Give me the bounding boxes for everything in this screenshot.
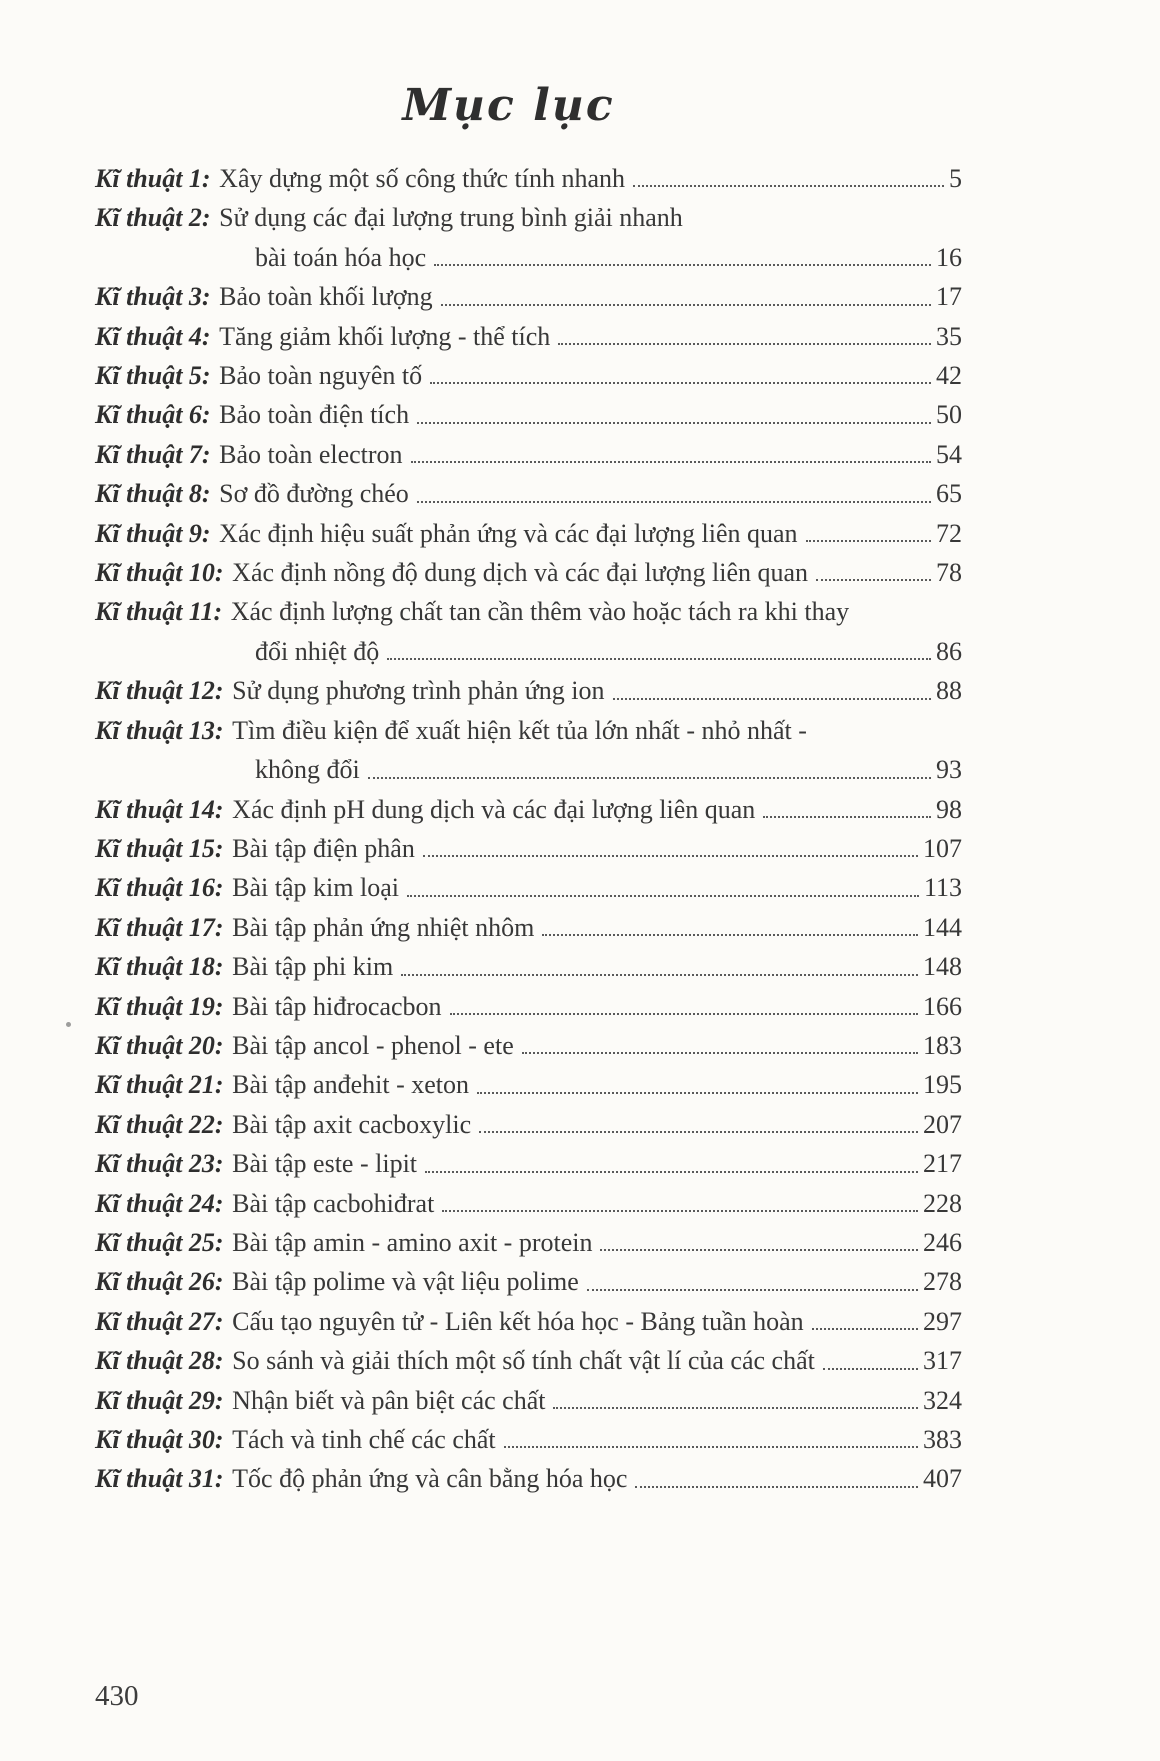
dot-leader: [434, 264, 931, 266]
toc-entry: [95, 1223, 962, 1262]
entry-page: 88: [936, 676, 962, 706]
entry-title-continued: không đổi: [255, 755, 360, 785]
entry-label: Kĩ thuật 30:: [95, 1425, 224, 1454]
entry-label: Kĩ thuật 23:: [95, 1149, 224, 1179]
dot-leader: [542, 934, 918, 936]
entry-page: 78: [936, 558, 962, 588]
entry-label: Kĩ thuật 18:: [95, 952, 224, 982]
toc-entry: [95, 435, 962, 474]
entry-page: 54: [936, 439, 962, 469]
dot-leader: [387, 658, 931, 660]
entry-page: 297: [923, 1306, 962, 1336]
toc-entry: [95, 553, 962, 592]
entry-page: 72: [936, 518, 962, 548]
toc-entry-line: [95, 474, 962, 513]
toc-entry-line: [95, 356, 962, 395]
entry-label: Kĩ thuật 12:: [95, 676, 224, 706]
dot-leader: [587, 1289, 918, 1291]
dot-leader: [430, 382, 931, 384]
entry-label: Kĩ thuật 1:: [95, 164, 211, 193]
toc-entry: [95, 317, 962, 356]
toc-entry: [95, 1341, 962, 1380]
entry-title: Xác định pH dung dịch và các đại lượng liên quan: [232, 794, 756, 824]
entry-title: Bài tập cacbohiđrat: [232, 1188, 435, 1218]
entry-label: Kĩ thuật 22:: [95, 1109, 224, 1139]
entry-title: Tăng giảm khối lượng - thể tích: [219, 321, 551, 351]
entry-page: 144: [923, 912, 962, 942]
entry-page: 93: [936, 755, 962, 785]
dot-leader: [477, 1092, 918, 1094]
toc-entry-line: [95, 395, 962, 434]
toc-entry: [95, 1184, 962, 1223]
entry-label: Kĩ thuật 21:: [95, 1070, 224, 1100]
toc-entry: [95, 868, 962, 907]
entry-page: 246: [923, 1227, 962, 1257]
toc-entry-line: [95, 159, 962, 198]
dot-leader: [479, 1131, 918, 1133]
entry-title: Sử dụng phương trình phản ứng ion: [232, 676, 605, 706]
toc-entry: [95, 159, 962, 198]
entry-page: 5: [949, 164, 962, 193]
entry-page: 183: [923, 1030, 962, 1060]
entry-label: Kĩ thuật 10:: [95, 558, 224, 588]
entry-title: Bài tập ancol - phenol - ete: [232, 1030, 514, 1060]
entry-title: Bảo toàn electron: [219, 439, 403, 469]
toc-entry: [95, 1420, 962, 1459]
entry-title: Bài tập este - lipit: [232, 1149, 418, 1179]
toc-entry-line: [95, 514, 962, 553]
entry-page: 383: [923, 1425, 962, 1454]
dot-leader: [806, 540, 931, 542]
dot-leader: [368, 777, 931, 779]
entry-label: Kĩ thuật 20:: [95, 1030, 224, 1060]
entry-page: 228: [923, 1188, 962, 1218]
toc-entry-line: [95, 908, 962, 947]
dot-leader: [425, 1171, 918, 1173]
toc-entry-continuation-line: [95, 632, 962, 671]
dot-leader: [450, 1013, 918, 1015]
toc-entry-line: [95, 947, 962, 986]
toc-entry-line: [95, 317, 962, 356]
page-title: Mục lục: [402, 80, 615, 131]
toc-entry-line: [95, 711, 962, 750]
entry-title: Bài tập amin - amino axit - protein: [232, 1227, 593, 1257]
dot-leader: [633, 185, 944, 187]
entry-title-continued: bài toán hóa học: [255, 242, 427, 272]
toc-entry: [95, 1026, 962, 1065]
entry-label: Kĩ thuật 27:: [95, 1306, 224, 1336]
entry-label: Kĩ thuật 16:: [95, 873, 224, 903]
toc-entry: [95, 987, 962, 1026]
entry-title: Bài tập polime và vật liệu polime: [232, 1267, 579, 1297]
entry-title: Xác định lượng chất tan cần thêm vào hoặc tách ra khi thay: [230, 597, 850, 627]
toc-entry-line: [95, 1420, 962, 1459]
toc-entry-line: [95, 868, 962, 907]
toc-entry: [95, 908, 962, 947]
dot-leader: [558, 343, 931, 345]
toc-entry: [95, 474, 962, 513]
entry-title: Bài tập kim loại: [232, 873, 399, 903]
entry-label: Kĩ thuật 11:: [95, 597, 223, 627]
entry-label: Kĩ thuật 25:: [95, 1227, 224, 1257]
entry-title: Nhận biết và pân biệt các chất: [232, 1385, 546, 1415]
dot-leader: [442, 1210, 918, 1212]
entry-page: 166: [923, 991, 962, 1021]
dot-leader: [812, 1328, 918, 1330]
entry-page: 324: [923, 1385, 962, 1415]
entry-title: Tách và tinh chế các chất: [232, 1425, 496, 1454]
toc-entry: [95, 514, 962, 553]
entry-title: Sơ đồ đường chéo: [219, 479, 409, 509]
toc-entry-line: [95, 1065, 962, 1104]
dot-leader: [441, 304, 931, 306]
entry-page: 278: [923, 1267, 962, 1297]
toc-entry-line: [95, 1105, 962, 1144]
toc-entry-line: [95, 1262, 962, 1301]
entry-label: Kĩ thuật 13:: [95, 715, 224, 745]
entry-title-continued: đổi nhiệt độ: [255, 636, 380, 666]
toc-entry: [95, 356, 962, 395]
entry-page: 407: [923, 1464, 962, 1494]
entry-label: Kĩ thuật 28:: [95, 1346, 224, 1376]
toc-entry: [95, 395, 962, 434]
dot-leader: [407, 895, 919, 897]
dot-leader: [411, 461, 931, 463]
toc-entry: [95, 790, 962, 829]
toc-entry-line: [95, 987, 962, 1026]
entry-page: 50: [936, 400, 962, 430]
toc-entry: [95, 1065, 962, 1104]
toc-list: [95, 159, 962, 1499]
toc-entry-line: [95, 1459, 962, 1498]
dot-leader: [417, 501, 931, 503]
entry-label: Kĩ thuật 29:: [95, 1385, 224, 1415]
entry-label: Kĩ thuật 8:: [95, 479, 211, 509]
scan-artifact-dot: [66, 1022, 71, 1027]
entry-label: Kĩ thuật 26:: [95, 1267, 224, 1297]
toc-entry-line: [95, 790, 962, 829]
entry-title: Xác định nồng độ dung dịch và các đại lượng liên quan: [232, 558, 809, 588]
entry-page: 86: [936, 636, 962, 666]
entry-label: Kĩ thuật 24:: [95, 1188, 224, 1218]
toc-entry: [95, 277, 962, 316]
toc-entry: [95, 711, 962, 790]
toc-entry-continuation-line: [95, 750, 962, 789]
entry-title: Xây dựng một số công thức tính nhanh: [219, 164, 626, 193]
entry-title: Xác định hiệu suất phản ứng và các đại lượng liên quan: [219, 518, 798, 548]
toc-entry-line: [95, 1381, 962, 1420]
toc-entry: [95, 1381, 962, 1420]
entry-title: Bài tập phản ứng nhiệt nhôm: [232, 912, 535, 942]
dot-leader: [417, 422, 931, 424]
dot-leader: [504, 1446, 918, 1448]
entry-label: Kĩ thuật 14:: [95, 794, 224, 824]
entry-title: Bài tập phi kim: [232, 952, 394, 982]
dot-leader: [600, 1249, 918, 1251]
dot-leader: [401, 974, 918, 976]
entry-page: 317: [923, 1346, 962, 1376]
entry-title: So sánh và giải thích một số tính chất vật lí của các chất: [232, 1346, 815, 1376]
toc-entry-line: [95, 592, 962, 631]
entry-page: 107: [923, 833, 962, 863]
entry-title: Tốc độ phản ứng và cân bằng hóa học: [232, 1464, 628, 1494]
toc-entry-continuation-line: [95, 238, 962, 277]
toc-entry-line: [95, 1144, 962, 1183]
dot-leader: [423, 855, 918, 857]
toc-entry: [95, 1144, 962, 1183]
entry-title: Bài tập điện phân: [232, 833, 415, 863]
toc-entry-line: [95, 1341, 962, 1380]
entry-page: 16: [936, 242, 962, 272]
dot-leader: [553, 1407, 918, 1409]
toc-entry: [95, 671, 962, 710]
toc-entry: [95, 829, 962, 868]
entry-page: 148: [923, 952, 962, 982]
entry-title: Bài tập axit cacboxylic: [232, 1109, 472, 1139]
entry-page: 35: [936, 321, 962, 351]
entry-page: 207: [923, 1109, 962, 1139]
entry-title: Bảo toàn khối lượng: [219, 282, 433, 312]
entry-label: Kĩ thuật 2:: [95, 203, 211, 233]
entry-title: Cấu tạo nguyên tử - Liên kết hóa học - Bảng tuần hoàn: [232, 1306, 804, 1336]
entry-label: Kĩ thuật 4:: [95, 321, 211, 351]
toc-entry-line: [95, 829, 962, 868]
entry-title: Bài tập anđehit - xeton: [232, 1070, 469, 1100]
toc-entry-line: [95, 277, 962, 316]
entry-label: Kĩ thuật 15:: [95, 833, 224, 863]
entry-title: Tìm điều kiện để xuất hiện kết tủa lớn nhất - nhỏ nhất -: [232, 715, 807, 745]
dot-leader: [763, 816, 931, 818]
toc-entry-line: [95, 1026, 962, 1065]
entry-label: Kĩ thuật 6:: [95, 400, 211, 430]
toc-entry: [95, 1302, 962, 1341]
toc-entry: [95, 592, 962, 671]
toc-entry: [95, 198, 962, 277]
entry-label: Kĩ thuật 31:: [95, 1464, 224, 1494]
entry-title: Bài tâp hiđrocacbon: [232, 991, 442, 1021]
toc-entry-line: [95, 1302, 962, 1341]
entry-page: 17: [936, 282, 962, 312]
toc-entry: [95, 947, 962, 986]
page-number: 430: [95, 1680, 139, 1712]
entry-page: 42: [936, 361, 962, 391]
toc-entry-line: [95, 553, 962, 592]
dot-leader: [613, 698, 931, 700]
toc-entry-line: [95, 198, 962, 237]
entry-label: Kĩ thuật 3:: [95, 282, 211, 312]
dot-leader: [823, 1368, 918, 1370]
entry-page: 113: [923, 873, 962, 903]
entry-label: Kĩ thuật 17:: [95, 912, 224, 942]
toc-entry: [95, 1459, 962, 1498]
dot-leader: [522, 1052, 918, 1054]
entry-page: 217: [923, 1149, 962, 1179]
toc-entry: [95, 1262, 962, 1301]
dot-leader: [635, 1486, 918, 1488]
toc-entry-line: [95, 435, 962, 474]
toc-entry-line: [95, 1184, 962, 1223]
entry-title: Sử dụng các đại lượng trung bình giải nhanh: [219, 203, 683, 233]
entry-page: 65: [936, 479, 962, 509]
entry-label: Kĩ thuật 7:: [95, 439, 211, 469]
entry-title: Bảo toàn nguyên tố: [219, 361, 423, 391]
entry-page: 98: [936, 794, 962, 824]
toc-entry: [95, 1105, 962, 1144]
entry-title: Bảo toàn điện tích: [219, 400, 410, 430]
entry-label: Kĩ thuật 9:: [95, 518, 211, 548]
dot-leader: [816, 579, 931, 581]
toc-entry-line: [95, 671, 962, 710]
entry-label: Kĩ thuật 19:: [95, 991, 224, 1021]
entry-page: 195: [923, 1070, 962, 1100]
entry-label: Kĩ thuật 5:: [95, 361, 211, 391]
toc-entry-line: [95, 1223, 962, 1262]
